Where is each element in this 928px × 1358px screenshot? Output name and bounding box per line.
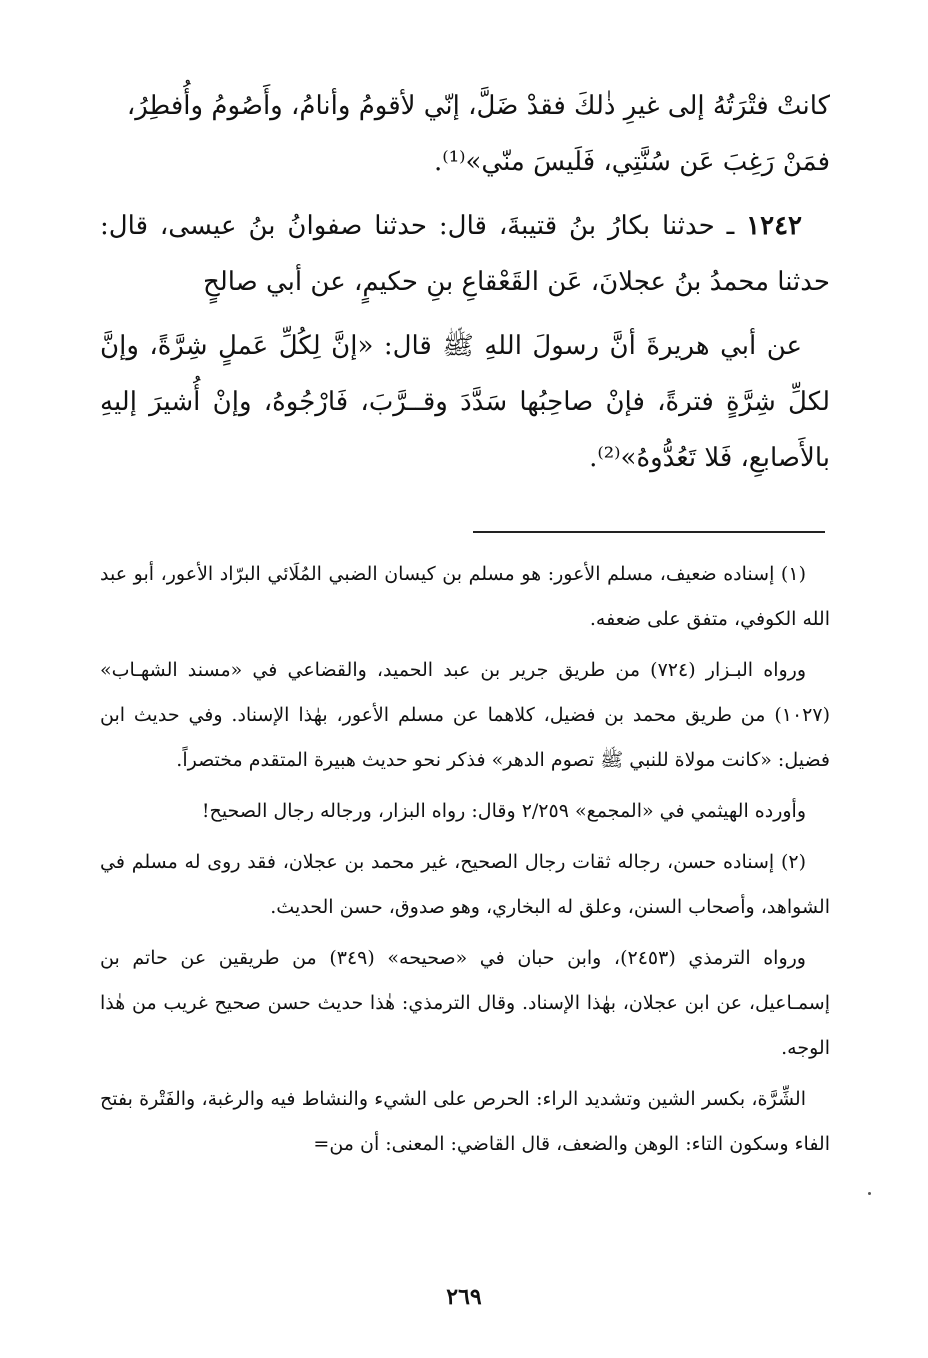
- hadith-chain: [100, 198, 830, 310]
- main-text: [100, 78, 830, 486]
- footnote-2-gloss: الشِّرَّة، بكسر الشين وتشديد الراء: الحرص على الشيء والنشاط فيه والرغبة، والفَتْرة بفتح الفاء وسكون التاء: الوهن والضعف، قال القاضي: المعنى: أن من=: [100, 1088, 830, 1155]
- page-number: ٢٦٩: [446, 1284, 482, 1310]
- footnote-1: (١) إسناده ضعيف، مسلم الأعور: هو مسلم بن كيسان الضبي المُلَائي البرّاد الأعور، أبو عبد الله الكوفي، متفق على ضعفه.: [100, 563, 830, 630]
- hadith-number: ١٢٤٢: [746, 211, 802, 241]
- hadith-continuation: [100, 78, 830, 190]
- footnote-2-sources: ورواه الترمذي (٢٤٥٣)، وابن حبان في «صحيحه» (٣٤٩) من طريقين عن حاتم بن إسمـاعيل، عن ابن عجلان، بهٰذا الإسناد. وقال الترمذي: هٰذا حديث حسن صحيح غريب من هٰذا الوجه.: [100, 947, 831, 1059]
- scan-speck: [868, 1192, 871, 1195]
- chain-text: ـ حدثنا بكارُ بنُ قتيبةَ، قال: حدثنا صفوانُ بنُ عيسى، قال: حدثنا محمدُ بنُ عجلانَ، عَن القَعْقاعِ بنِ حكيمٍ، عن أبي صالحٍ: [100, 211, 830, 297]
- hadith-body: عن أبي هريرةَ أنَّ رسولَ اللهِ ﷺ قال: «إنَّ لِكُلِّ عَملٍ شِرَّةً، وإنَّ لكلِّ شِرَّةٍ فترةً، فإنْ صاحِبُها سَدَّدَ وقــرَّبَ، فَارْجُوهُ، وإنْ أُشيرَ إليهِ بالأَصابعِ، فَلا تَعُدُّوهُ»⁽²⁾.: [100, 331, 830, 473]
- footnote-2: (٢) إسناده حسن، رجاله ثقات رجال الصحيح، غير محمد بن عجلان، فقد روى له مسلم في الشواهد، وأصحاب السنن، وعلق له البخاري، وهو صدوق، حسن الحديث.: [100, 851, 830, 918]
- footnote-1-haythami: وأورده الهيثمي في «المجمع» ٢/٢٥٩ وقال: رواه البزار، ورجاله رجال الصحيح!: [201, 800, 806, 822]
- text-line: كانتْ فتْرَتُهُ إلى غيرِ ذٰلكَ فقدْ ضَلَّ، إنّي لأقومُ وأنامُ، وأَصُومُ وأُفطِرُ،: [126, 91, 830, 121]
- footnote-divider: [473, 531, 825, 533]
- footnote-1-sources: ورواه البـزار (٧٢٤) من طريق جرير بن عبد الحميد، والقضاعي في «مسند الشهـاب» (١٠٢٧) من طريق محمد بن فضيل، كلاهما عن مسلم الأعور، بهٰذا الإسناد. وفي حديث ابن فضيل: «كانت مولاة للنبي ﷺ تصوم الدهر» فذكر نحو حديث هبيرة المتقدم مختصراً.: [100, 659, 830, 771]
- footnotes: [100, 552, 830, 1173]
- text-line: فمَنْ رَغِبَ عَن سُنَّتِي، فَلَيسَ منّي»⁽¹⁾.: [434, 147, 830, 177]
